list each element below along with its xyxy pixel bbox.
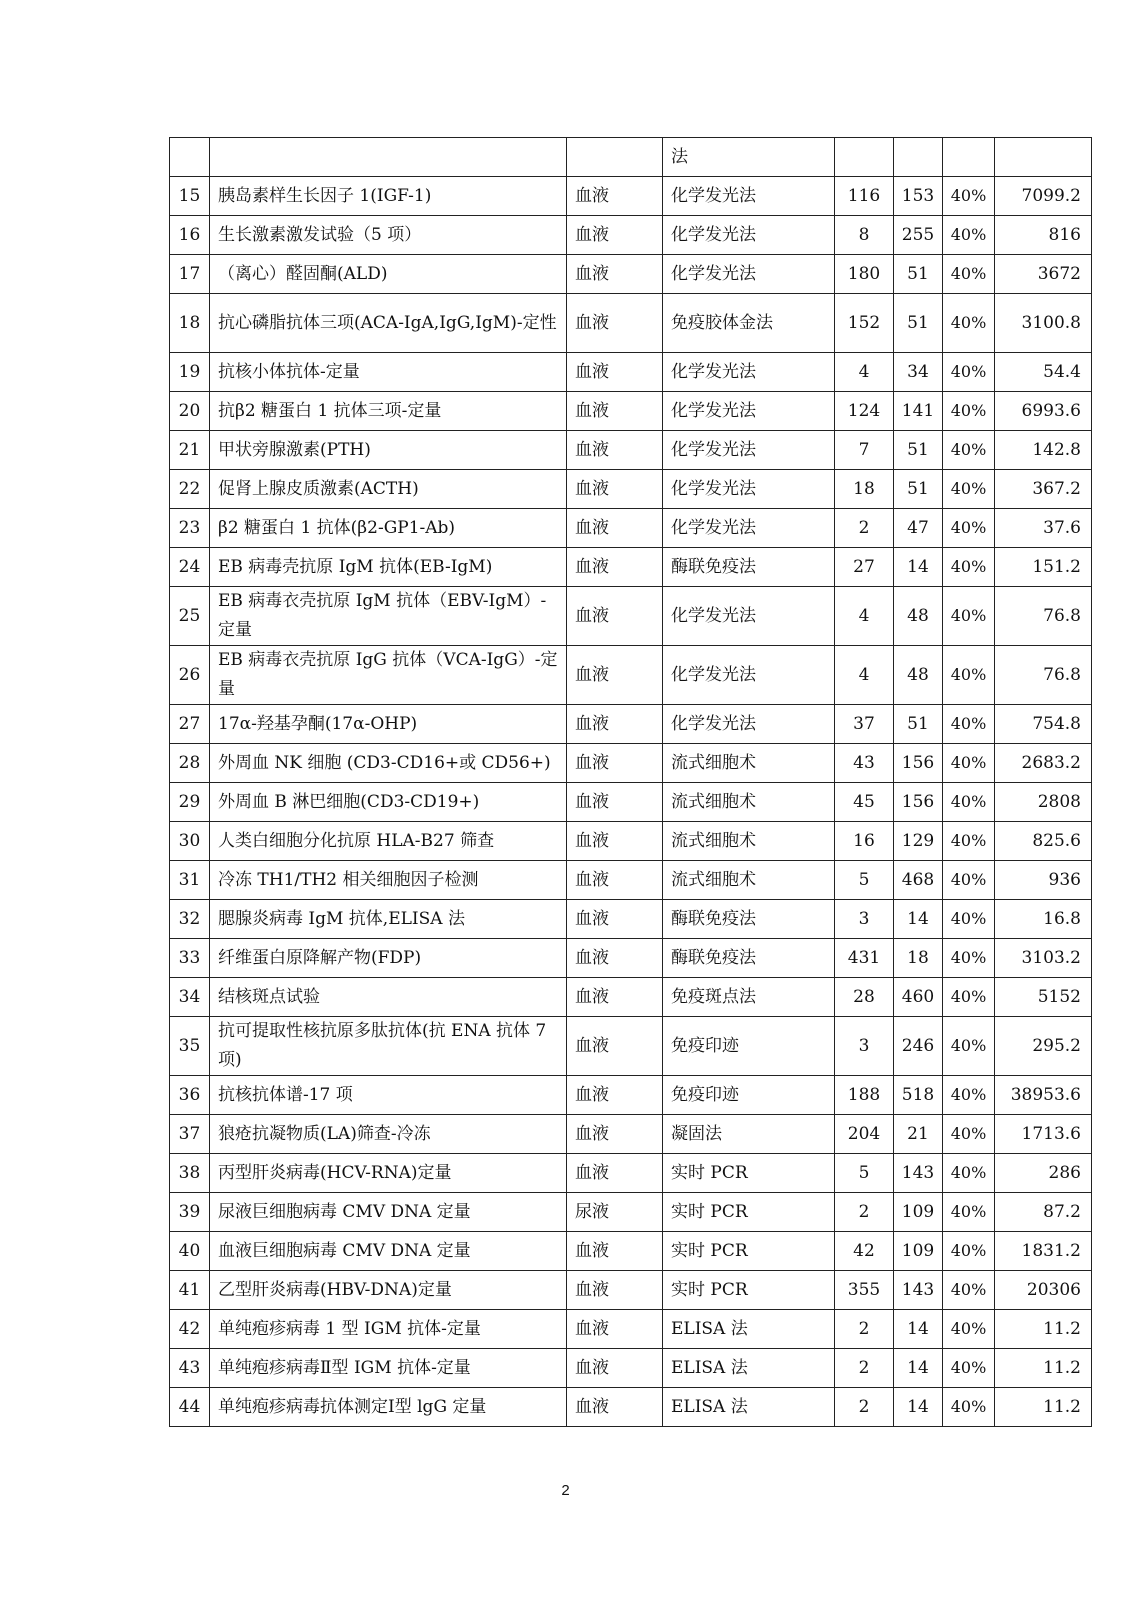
test-item-name: 单纯疱疹病毒抗体测定Ⅰ型 lgG 定量 [210, 1388, 567, 1427]
total-amount: 37.6 [995, 509, 1092, 548]
total-amount: 1831.2 [995, 1232, 1092, 1271]
quantity: 116 [835, 177, 894, 216]
specimen-type: 尿液 [567, 1193, 663, 1232]
test-method: 流式细胞术 [663, 783, 835, 822]
quantity: 2 [835, 1193, 894, 1232]
table-row [170, 509, 1092, 548]
total-amount: 367.2 [995, 470, 1092, 509]
discount-rate: 40% [943, 177, 995, 216]
table-row [170, 1388, 1092, 1427]
row-number: 17 [170, 255, 210, 294]
unit-price: 51 [894, 705, 943, 744]
row-number: 28 [170, 744, 210, 783]
row-number: 21 [170, 431, 210, 470]
discount-rate: 40% [943, 978, 995, 1017]
test-method: 酶联免疫法 [663, 548, 835, 587]
row-number: 19 [170, 353, 210, 392]
test-item-name: 结核斑点试验 [210, 978, 567, 1017]
table-row [170, 1193, 1092, 1232]
total-amount: 2683.2 [995, 744, 1092, 783]
specimen-type: 血液 [567, 509, 663, 548]
test-method: 实时 PCR [663, 1154, 835, 1193]
total-amount: 754.8 [995, 705, 1092, 744]
table-row [170, 470, 1092, 509]
discount-rate: 40% [943, 1193, 995, 1232]
table-row [170, 939, 1092, 978]
unit-price: 14 [894, 548, 943, 587]
discount-rate: 40% [943, 1349, 995, 1388]
test-item-name: 单纯疱疹病毒Ⅱ型 IGM 抗体-定量 [210, 1349, 567, 1388]
specimen-type: 血液 [567, 705, 663, 744]
specimen-type: 血液 [567, 1388, 663, 1427]
test-item-name: 乙型肝炎病毒(HBV-DNA)定量 [210, 1271, 567, 1310]
test-item-name: 单纯疱疹病毒 1 型 IGM 抗体-定量 [210, 1310, 567, 1349]
specimen-type: 血液 [567, 1115, 663, 1154]
discount-rate: 40% [943, 744, 995, 783]
test-method: 免疫印迹 [663, 1076, 835, 1115]
test-item-name: 甲状旁腺激素(PTH) [210, 431, 567, 470]
total-amount: 936 [995, 861, 1092, 900]
table-row [170, 548, 1092, 587]
quantity: 5 [835, 1154, 894, 1193]
discount-rate: 40% [943, 822, 995, 861]
table-row [170, 900, 1092, 939]
test-method: 流式细胞术 [663, 822, 835, 861]
discount-rate: 40% [943, 294, 995, 353]
unit-price: 255 [894, 216, 943, 255]
total-amount: 6993.6 [995, 392, 1092, 431]
specimen-type: 血液 [567, 216, 663, 255]
specimen-type: 血液 [567, 353, 663, 392]
total-amount: 142.8 [995, 431, 1092, 470]
test-item-name [210, 138, 567, 177]
test-item-name: β2 糖蛋白 1 抗体(β2-GP1-Ab) [210, 509, 567, 548]
table-row [170, 978, 1092, 1017]
row-number: 27 [170, 705, 210, 744]
table-row [170, 431, 1092, 470]
unit-price: 18 [894, 939, 943, 978]
quantity: 124 [835, 392, 894, 431]
row-number: 25 [170, 587, 210, 646]
specimen-type: 血液 [567, 392, 663, 431]
test-method: 法 [663, 138, 835, 177]
discount-rate: 40% [943, 1115, 995, 1154]
row-number: 29 [170, 783, 210, 822]
quantity: 43 [835, 744, 894, 783]
total-amount: 3100.8 [995, 294, 1092, 353]
total-amount: 3672 [995, 255, 1092, 294]
total-amount: 38953.6 [995, 1076, 1092, 1115]
unit-price: 21 [894, 1115, 943, 1154]
test-method: 化学发光法 [663, 177, 835, 216]
total-amount: 3103.2 [995, 939, 1092, 978]
specimen-type: 血液 [567, 1310, 663, 1349]
test-method: 实时 PCR [663, 1232, 835, 1271]
unit-price: 51 [894, 470, 943, 509]
discount-rate: 40% [943, 1232, 995, 1271]
row-number: 33 [170, 939, 210, 978]
specimen-type: 血液 [567, 1232, 663, 1271]
table-row [170, 1154, 1092, 1193]
table-row [170, 822, 1092, 861]
quantity: 431 [835, 939, 894, 978]
discount-rate: 40% [943, 646, 995, 705]
test-method: 流式细胞术 [663, 861, 835, 900]
discount-rate: 40% [943, 548, 995, 587]
quantity: 2 [835, 1310, 894, 1349]
row-number: 20 [170, 392, 210, 431]
specimen-type: 血液 [567, 783, 663, 822]
unit-price: 141 [894, 392, 943, 431]
row-number: 24 [170, 548, 210, 587]
unit-price: 48 [894, 587, 943, 646]
unit-price: 51 [894, 294, 943, 353]
specimen-type: 血液 [567, 646, 663, 705]
quantity: 42 [835, 1232, 894, 1271]
test-item-name: 抗核抗体谱-17 项 [210, 1076, 567, 1115]
test-method: 化学发光法 [663, 587, 835, 646]
test-method: 实时 PCR [663, 1271, 835, 1310]
quantity: 27 [835, 548, 894, 587]
specimen-type: 血液 [567, 978, 663, 1017]
specimen-type: 血液 [567, 587, 663, 646]
specimen-type: 血液 [567, 939, 663, 978]
table-row [170, 294, 1092, 353]
unit-price: 14 [894, 900, 943, 939]
test-method: 化学发光法 [663, 216, 835, 255]
total-amount: 11.2 [995, 1310, 1092, 1349]
row-number: 31 [170, 861, 210, 900]
specimen-type: 血液 [567, 470, 663, 509]
table-row [170, 1271, 1092, 1310]
quantity: 37 [835, 705, 894, 744]
quantity [835, 138, 894, 177]
row-number: 40 [170, 1232, 210, 1271]
unit-price: 129 [894, 822, 943, 861]
test-item-name: EB 病毒壳抗原 IgM 抗体(EB-IgM) [210, 548, 567, 587]
row-number: 34 [170, 978, 210, 1017]
unit-price: 143 [894, 1271, 943, 1310]
row-number: 18 [170, 294, 210, 353]
test-method: 化学发光法 [663, 470, 835, 509]
table-row [170, 1017, 1092, 1076]
test-method: 免疫印迹 [663, 1017, 835, 1076]
test-item-name: 抗可提取性核抗原多肽抗体(抗 ENA 抗体 7 项) [210, 1017, 567, 1076]
test-method: ELISA 法 [663, 1310, 835, 1349]
unit-price: 51 [894, 431, 943, 470]
row-number: 35 [170, 1017, 210, 1076]
quantity: 7 [835, 431, 894, 470]
test-item-name: 纤维蛋白原降解产物(FDP) [210, 939, 567, 978]
total-amount: 5152 [995, 978, 1092, 1017]
total-amount: 151.2 [995, 548, 1092, 587]
quantity: 355 [835, 1271, 894, 1310]
test-item-name: 丙型肝炎病毒(HCV-RNA)定量 [210, 1154, 567, 1193]
discount-rate: 40% [943, 1076, 995, 1115]
unit-price: 109 [894, 1232, 943, 1271]
discount-rate: 40% [943, 587, 995, 646]
test-item-name: 抗β2 糖蛋白 1 抗体三项-定量 [210, 392, 567, 431]
unit-price: 156 [894, 783, 943, 822]
quantity: 4 [835, 353, 894, 392]
row-number: 23 [170, 509, 210, 548]
test-item-name: 冷冻 TH1/TH2 相关细胞因子检测 [210, 861, 567, 900]
specimen-type: 血液 [567, 431, 663, 470]
unit-price: 51 [894, 255, 943, 294]
total-amount: 825.6 [995, 822, 1092, 861]
unit-price: 47 [894, 509, 943, 548]
unit-price: 518 [894, 1076, 943, 1115]
test-method: 化学发光法 [663, 431, 835, 470]
test-item-name: EB 病毒衣壳抗原 IgM 抗体（EBV-IgM）-定量 [210, 587, 567, 646]
discount-rate: 40% [943, 1310, 995, 1349]
quantity: 2 [835, 1349, 894, 1388]
quantity: 3 [835, 900, 894, 939]
specimen-type: 血液 [567, 861, 663, 900]
total-amount: 816 [995, 216, 1092, 255]
specimen-type: 血液 [567, 1017, 663, 1076]
table-row [170, 1076, 1092, 1115]
table-row [170, 1310, 1092, 1349]
page-number: 2 [561, 1482, 570, 1499]
table-row [170, 138, 1092, 177]
row-number: 43 [170, 1349, 210, 1388]
table-body [170, 138, 1092, 1427]
specimen-type: 血液 [567, 822, 663, 861]
unit-price: 48 [894, 646, 943, 705]
row-number: 41 [170, 1271, 210, 1310]
quantity: 4 [835, 587, 894, 646]
quantity: 18 [835, 470, 894, 509]
row-number: 37 [170, 1115, 210, 1154]
table-row [170, 216, 1092, 255]
test-items-table [169, 137, 1092, 1427]
specimen-type: 血液 [567, 900, 663, 939]
specimen-type: 血液 [567, 294, 663, 353]
test-item-name: 狼疮抗凝物质(LA)筛查-冷冻 [210, 1115, 567, 1154]
unit-price: 34 [894, 353, 943, 392]
unit-price: 143 [894, 1154, 943, 1193]
unit-price [894, 138, 943, 177]
discount-rate: 40% [943, 509, 995, 548]
unit-price: 246 [894, 1017, 943, 1076]
discount-rate: 40% [943, 216, 995, 255]
row-number: 39 [170, 1193, 210, 1232]
total-amount: 16.8 [995, 900, 1092, 939]
row-number: 38 [170, 1154, 210, 1193]
test-method: 免疫胶体金法 [663, 294, 835, 353]
total-amount: 11.2 [995, 1349, 1092, 1388]
specimen-type: 血液 [567, 177, 663, 216]
quantity: 188 [835, 1076, 894, 1115]
test-item-name: 胰岛素样生长因子 1(IGF-1) [210, 177, 567, 216]
quantity: 204 [835, 1115, 894, 1154]
total-amount: 76.8 [995, 646, 1092, 705]
table-row [170, 353, 1092, 392]
unit-price: 156 [894, 744, 943, 783]
discount-rate: 40% [943, 431, 995, 470]
quantity: 4 [835, 646, 894, 705]
discount-rate: 40% [943, 392, 995, 431]
specimen-type: 血液 [567, 1271, 663, 1310]
unit-price: 14 [894, 1349, 943, 1388]
specimen-type: 血液 [567, 744, 663, 783]
quantity: 5 [835, 861, 894, 900]
test-method: 化学发光法 [663, 705, 835, 744]
test-method: 流式细胞术 [663, 744, 835, 783]
specimen-type: 血液 [567, 1349, 663, 1388]
total-amount: 11.2 [995, 1388, 1092, 1427]
test-method: 凝固法 [663, 1115, 835, 1154]
unit-price: 468 [894, 861, 943, 900]
total-amount: 295.2 [995, 1017, 1092, 1076]
test-method: 化学发光法 [663, 353, 835, 392]
table-row [170, 705, 1092, 744]
test-item-name: 抗心磷脂抗体三项(ACA-IgA,IgG,IgM)-定性 [210, 294, 567, 353]
discount-rate [943, 138, 995, 177]
test-method: 免疫斑点法 [663, 978, 835, 1017]
test-item-name: 抗核小体抗体-定量 [210, 353, 567, 392]
table-row [170, 1349, 1092, 1388]
discount-rate: 40% [943, 900, 995, 939]
quantity: 180 [835, 255, 894, 294]
row-number: 44 [170, 1388, 210, 1427]
test-item-name: 外周血 NK 细胞 (CD3-CD16+或 CD56+) [210, 744, 567, 783]
discount-rate: 40% [943, 470, 995, 509]
table-row [170, 177, 1092, 216]
total-amount: 20306 [995, 1271, 1092, 1310]
table-row [170, 744, 1092, 783]
total-amount: 54.4 [995, 353, 1092, 392]
test-item-name: 生长激素激发试验（5 项） [210, 216, 567, 255]
discount-rate: 40% [943, 783, 995, 822]
test-item-name: 17α-羟基孕酮(17α-OHP) [210, 705, 567, 744]
table-row [170, 1115, 1092, 1154]
specimen-type: 血液 [567, 1076, 663, 1115]
discount-rate: 40% [943, 1388, 995, 1427]
test-item-name: 促肾上腺皮质激素(ACTH) [210, 470, 567, 509]
table-row [170, 1232, 1092, 1271]
test-method: 化学发光法 [663, 646, 835, 705]
test-item-name: 人类白细胞分化抗原 HLA-B27 筛查 [210, 822, 567, 861]
row-number: 22 [170, 470, 210, 509]
row-number: 32 [170, 900, 210, 939]
table-row [170, 861, 1092, 900]
test-method: ELISA 法 [663, 1388, 835, 1427]
test-item-name: 尿液巨细胞病毒 CMV DNA 定量 [210, 1193, 567, 1232]
row-number: 36 [170, 1076, 210, 1115]
row-number: 15 [170, 177, 210, 216]
discount-rate: 40% [943, 353, 995, 392]
discount-rate: 40% [943, 1271, 995, 1310]
test-item-name: （离心）醛固酮(ALD) [210, 255, 567, 294]
test-method: 化学发光法 [663, 392, 835, 431]
table-row [170, 646, 1092, 705]
quantity: 16 [835, 822, 894, 861]
row-number [170, 138, 210, 177]
test-item-name: 血液巨细胞病毒 CMV DNA 定量 [210, 1232, 567, 1271]
row-number: 30 [170, 822, 210, 861]
table-row [170, 392, 1092, 431]
quantity: 8 [835, 216, 894, 255]
table-row [170, 587, 1092, 646]
total-amount [995, 138, 1092, 177]
test-method: 实时 PCR [663, 1193, 835, 1232]
test-method: 酶联免疫法 [663, 939, 835, 978]
total-amount: 286 [995, 1154, 1092, 1193]
row-number: 26 [170, 646, 210, 705]
discount-rate: 40% [943, 705, 995, 744]
total-amount: 87.2 [995, 1193, 1092, 1232]
table-row [170, 783, 1092, 822]
unit-price: 109 [894, 1193, 943, 1232]
discount-rate: 40% [943, 939, 995, 978]
total-amount: 2808 [995, 783, 1092, 822]
discount-rate: 40% [943, 861, 995, 900]
quantity: 2 [835, 1388, 894, 1427]
unit-price: 14 [894, 1388, 943, 1427]
total-amount: 7099.2 [995, 177, 1092, 216]
specimen-type: 血液 [567, 1154, 663, 1193]
row-number: 16 [170, 216, 210, 255]
quantity: 45 [835, 783, 894, 822]
test-item-name: EB 病毒衣壳抗原 IgG 抗体（VCA-IgG）-定量 [210, 646, 567, 705]
specimen-type: 血液 [567, 255, 663, 294]
total-amount: 76.8 [995, 587, 1092, 646]
test-item-name: 外周血 B 淋巴细胞(CD3-CD19+) [210, 783, 567, 822]
discount-rate: 40% [943, 1017, 995, 1076]
quantity: 152 [835, 294, 894, 353]
test-method: 化学发光法 [663, 255, 835, 294]
quantity: 28 [835, 978, 894, 1017]
table-row [170, 255, 1092, 294]
discount-rate: 40% [943, 255, 995, 294]
specimen-type [567, 138, 663, 177]
test-method: 酶联免疫法 [663, 900, 835, 939]
test-method: ELISA 法 [663, 1349, 835, 1388]
unit-price: 14 [894, 1310, 943, 1349]
row-number: 42 [170, 1310, 210, 1349]
test-item-name: 腮腺炎病毒 IgM 抗体,ELISA 法 [210, 900, 567, 939]
unit-price: 153 [894, 177, 943, 216]
test-method: 化学发光法 [663, 509, 835, 548]
quantity: 3 [835, 1017, 894, 1076]
total-amount: 1713.6 [995, 1115, 1092, 1154]
quantity: 2 [835, 509, 894, 548]
discount-rate: 40% [943, 1154, 995, 1193]
specimen-type: 血液 [567, 548, 663, 587]
unit-price: 460 [894, 978, 943, 1017]
